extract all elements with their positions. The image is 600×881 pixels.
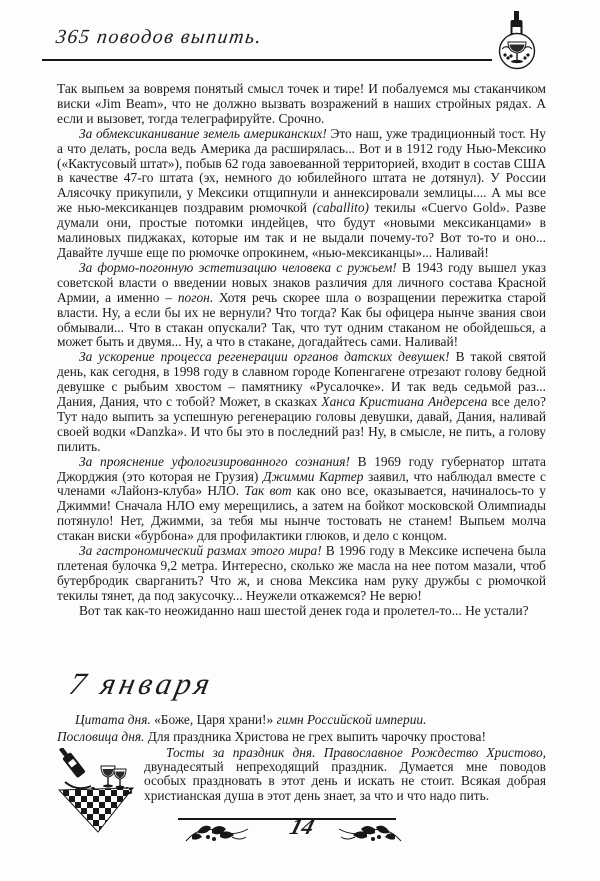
grape-leaves-ornament-icon	[184, 821, 250, 847]
paragraph: За формо-погонную эстетизацию человека с ружьем! В 1943 году вышел указ советской власти о введении новых знаков различия для личного состава Красной Армии, а именно – погон. Хотя речь скорее шла о возращении пережитка старой власти. Ну, а если бы их не вернули? Что тогда? Как бы офицера нынче звания свои обмывали... Что в стакан опускали? Так, что тут одним стаканом не обойдешься, а может быть и двумя... Ну, а что в стакане, догадайтесь сами. Наливай!	[57, 259, 546, 350]
toast-paragraph: Тосты за праздник дня. Православное Рождество Христово, двунадесятый непреходящий праздник. Думается мне поводов особых праздновать в этот день и искать не стоит. Всякая добрая христианская душа в этот день знает, за что и что надо пить.	[144, 745, 546, 803]
header-rule	[42, 59, 492, 61]
paragraph: За прояснение уфологизированного сознания! В 1969 году губернатор штата Джорджия (это которая не Грузия) Джимми Картер заявил, что наблюдал вместе с членами «Лайонз-клуба» НЛО. Так вот как оно все, оказывается, начиналось-то у Джимми! Сначала НЛО ему мерещились, а затем на бойкот московской Олимпиады потянуло! Нет, Джимми, за тебя мы нынче тостовать не станем! Выпьем молча стакан виски «бурбона» для профилактики глюков, и дело с концом.	[57, 453, 546, 544]
proverb-of-the-day: Пословица дня. Для праздника Христова не грех выпить чарочку простова!	[57, 729, 486, 744]
body-text	[57, 82, 546, 619]
quote-of-the-day: Цитата дня. «Боже, Царя храни!» гимн Российской империи.	[75, 712, 427, 727]
paragraph: За обмексиканивание земель американских! Это наш, уже традиционный тост. Ну а что делать, росла ведь Америка да расширялась... Вот и в 1912 году Нью-Мексико («Кактусовый штат»), побыв 62 года завоеванной территорией, входит в состав США в качестве 47-го штата (эх, немного до юбилейного штата не дотянул). У России Алясочку прикупили, у Мексики отщипнули и аннексировали землицы.... А мы все же нью-мексиканцев поздравим рюмочкой (caballito) текилы «Cuervo Gold». Разве думали они, простые потомки индейцев, что будут «новыми мексиканцами» в малиновых пиджаках, которые им так и не выдали почему-то? Вот то-то и оно... Давайте лучше еще по рюмочке опрокинем, «нью-мексиканцы»... Наливай!	[57, 125, 546, 260]
paragraph: Вот так как-то неожиданно наш шестой денек года и пролетел-то... Не устали?	[79, 602, 529, 618]
paragraph: За ускорение процесса регенерации органов датских девушек! В такой святой день, как сегодня, в 1998 году в славном городе Копенгагене отрезают голову бедной девушке с рыбьим хвостом – памятнику «Русалочке». И так ведь седьмой раз... Дания, Дания, что с тобой? Может, в сказках Ханса Кристиана Андерсена все дело? Тут надо выпить за успешную регенерацию головы девушки, давай, Дания, наливай своей водки «Danzka». И что бы это в последний раз! Ну, в смысле, не пить, а голову пилить.	[57, 349, 547, 454]
book-title: 365 поводов выпить.	[54, 26, 264, 48]
grape-leaves-ornament-icon	[337, 821, 403, 847]
paragraph: Так выпьем за вовремя понятый смысл точек и тире! И побалуемся мы стаканчиком виски «Jim Beam», что не должно вызвать возражений в наших стройных рядах. А если и вызовет, тогда телеграфируйте. Срочно.	[57, 81, 546, 126]
wine-bottle-and-glass-emblem-icon	[490, 11, 544, 71]
page-number: 14	[287, 814, 318, 839]
bottle-basket-glasses-illustration-icon	[57, 748, 135, 834]
paragraph: За гастрономический размах этого мира! В 1996 году в Мексике испечена была плетеная булочка 9,2 метра. Интересно, сколько же масла на нее потом мазали, чтоб бутербродик сварганить? Что ж, и снова Мексика нам руку дружбы с рюмочкой текилы тянет, да под закусочку... Неужели откажемся? Не верю!	[57, 543, 546, 603]
date-heading: 7 января	[66, 666, 218, 701]
